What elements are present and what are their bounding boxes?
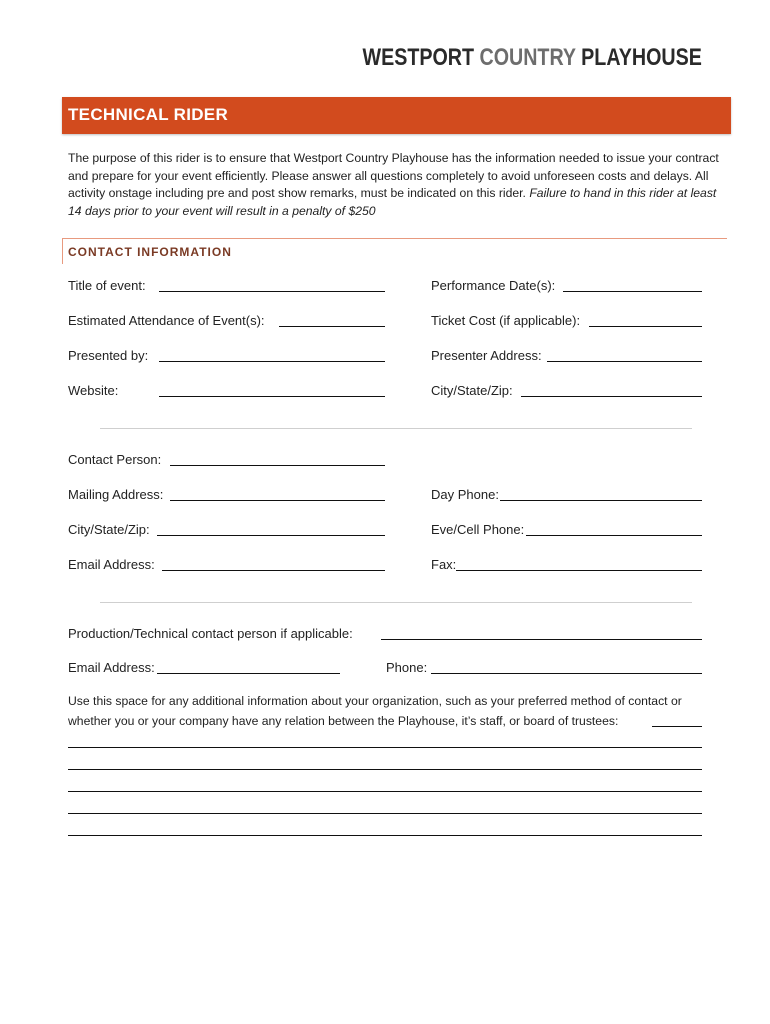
fax-field[interactable]	[456, 570, 702, 571]
day-phone-field[interactable]	[500, 500, 702, 501]
performance-dates-field[interactable]	[563, 291, 702, 292]
eve-cell-phone-label: Eve/Cell Phone:	[431, 522, 525, 537]
section-title: CONTACT INFORMATION	[68, 245, 232, 259]
eve-cell-phone-field[interactable]	[526, 535, 702, 536]
section-divider-2	[100, 602, 692, 603]
technical-email-label: Email Address:	[68, 660, 155, 675]
title-banner	[62, 97, 731, 134]
additional-info-line-field[interactable]	[68, 769, 702, 770]
contact-city-state-zip-label: City/State/Zip:	[68, 522, 150, 537]
additional-info-line-field[interactable]	[68, 747, 702, 748]
technical-phone-field[interactable]	[431, 673, 702, 674]
fax-label: Fax:	[431, 557, 457, 572]
additional-info-line-field[interactable]	[68, 835, 702, 836]
logo-word-westport: WESTPORT	[362, 44, 475, 71]
ticket-cost-field[interactable]	[589, 326, 702, 327]
contact-city-state-zip-field[interactable]	[157, 535, 385, 536]
intro-text: The purpose of this rider is to ensure that Westport Country Playhouse has the information needed to issue your contract and prepare for your event efficiently. Please answer all questions completely to avoid unforeseen costs and delays. All activity onstage including pre and post show remarks, must be indicated on this rider.	[68, 151, 719, 201]
website-field[interactable]	[159, 396, 385, 397]
estimated-attendance-label: Estimated Attendance of Event(s):	[68, 313, 265, 328]
website-label: Website:	[68, 383, 119, 398]
page-title: TECHNICAL RIDER	[68, 105, 229, 124]
presented-by-label: Presented by:	[68, 348, 149, 363]
title-of-event-label: Title of event:	[68, 278, 146, 293]
logo-word-country: COUNTRY	[479, 44, 576, 71]
day-phone-label: Day Phone:	[431, 487, 499, 502]
additional-info-line-1: Use this space for any additional information about your organization, such as your preferred method of contact or	[68, 694, 682, 708]
technical-phone-label: Phone:	[386, 660, 428, 675]
presenter-address-label: Presenter Address:	[431, 348, 542, 363]
logo-word-playhouse: PLAYHOUSE	[581, 44, 702, 71]
penalty-warning: Failure to hand in this rider at least 14 days prior to your event will result in a penalty of $250	[68, 186, 717, 218]
technical-email-field[interactable]	[157, 673, 340, 674]
contact-email-label: Email Address:	[68, 557, 155, 572]
contact-email-field[interactable]	[162, 570, 385, 571]
additional-info-line-2: whether you or your company have any relation between the Playhouse, it’s staff, or board of trustees:	[68, 714, 619, 728]
playhouse-logo	[363, 44, 702, 72]
presenter-city-state-zip-label: City/State/Zip:	[431, 383, 513, 398]
presenter-city-state-zip-field[interactable]	[521, 396, 702, 397]
presenter-address-field[interactable]	[547, 361, 702, 362]
ticket-cost-label: Ticket Cost (if applicable):	[431, 313, 581, 328]
mailing-address-field[interactable]	[170, 500, 385, 501]
additional-info-field-start[interactable]	[652, 726, 702, 727]
additional-info-line-field[interactable]	[68, 791, 702, 792]
contact-section-header	[62, 238, 727, 264]
title-of-event-field[interactable]	[159, 291, 385, 292]
technical-contact-field[interactable]	[381, 639, 702, 640]
section-divider-1	[100, 428, 692, 429]
contact-person-field[interactable]	[170, 465, 385, 466]
mailing-address-label: Mailing Address:	[68, 487, 164, 502]
contact-person-label: Contact Person:	[68, 452, 162, 467]
technical-contact-label: Production/Technical contact person if applicable:	[68, 626, 353, 641]
estimated-attendance-field[interactable]	[279, 326, 385, 327]
presented-by-field[interactable]	[159, 361, 385, 362]
performance-dates-label: Performance Date(s):	[431, 278, 556, 293]
intro-paragraph	[68, 150, 728, 220]
additional-info-line-field[interactable]	[68, 813, 702, 814]
